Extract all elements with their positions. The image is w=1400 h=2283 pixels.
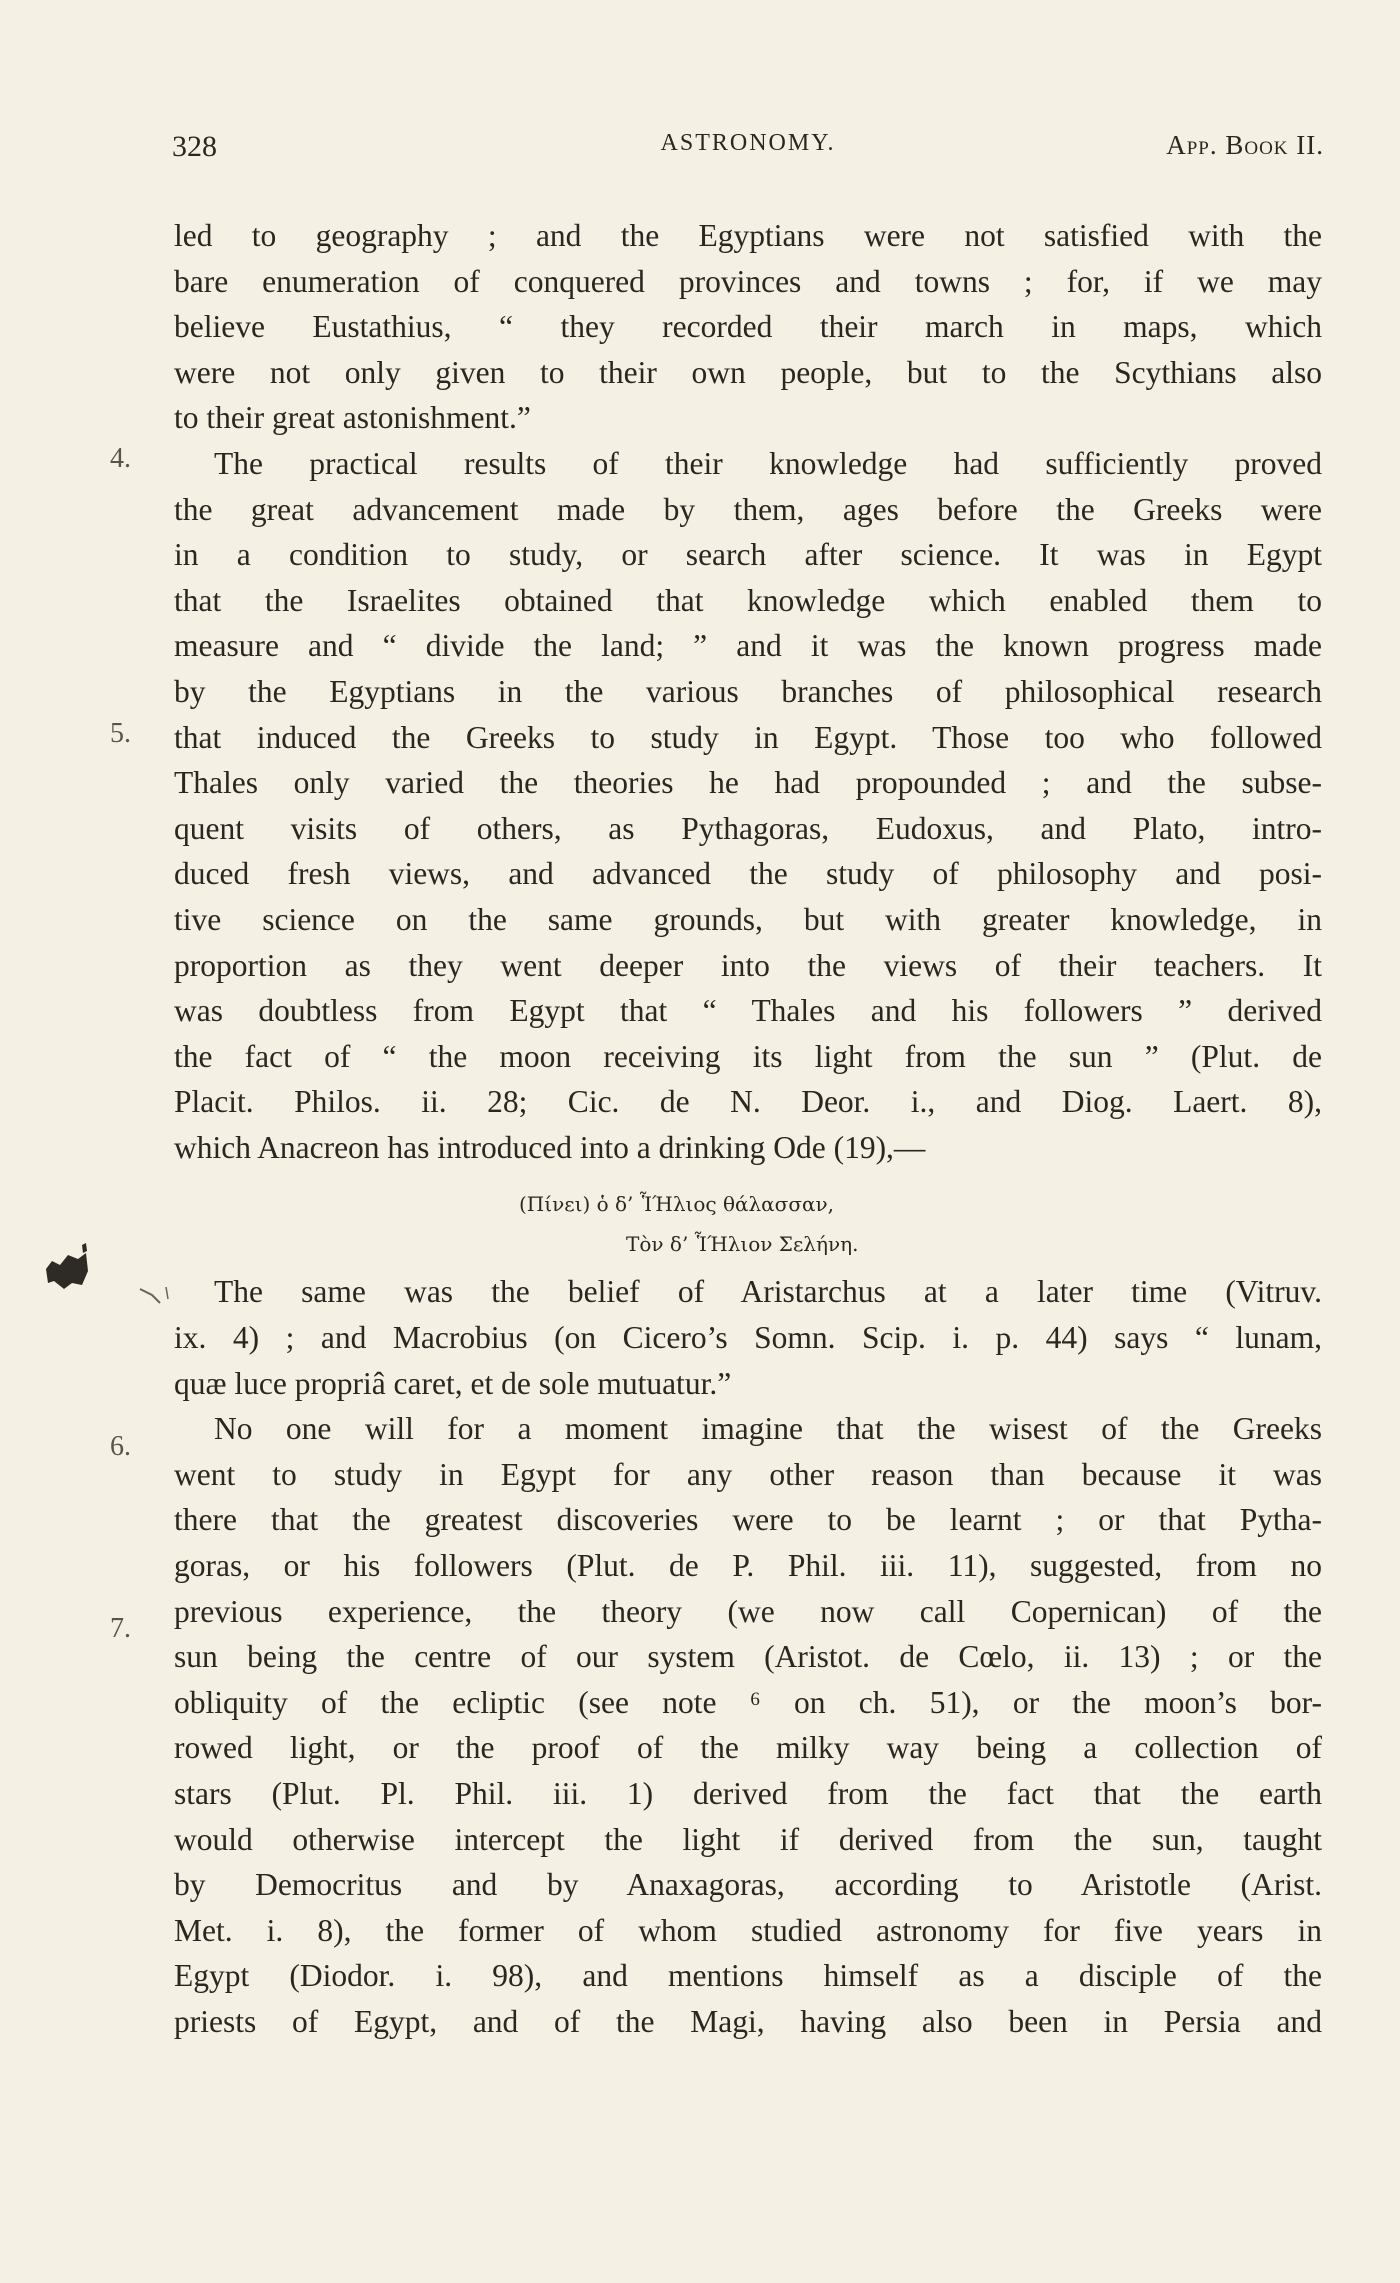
- text-line: Egypt (Diodor. i. 98), and mentions himself as a disciple of the: [174, 1958, 1322, 1994]
- margin-number-6: 6.: [110, 1431, 131, 1462]
- text-line: stars (Plut. Pl. Phil. iii. 1) derived from the fact that the earth: [174, 1776, 1322, 1811]
- main-text: [174, 213, 1322, 2045]
- text-line: believe Eustathius, “ they recorded their march in maps, which: [174, 309, 1322, 345]
- text-line: in a condition to study, or search after science. It was in Egypt: [174, 537, 1322, 573]
- section-label: App. Book II.: [1166, 130, 1324, 160]
- text-line: by Democritus and by Anaxagoras, according to Aristotle (Arist.: [174, 1867, 1322, 1903]
- text-line: Placit. Philos. ii. 28; Cic. de N. Deor. i., and Diog. Laert. 8),: [174, 1084, 1322, 1120]
- text-line: The practical results of their knowledge had sufficiently proved: [214, 445, 1322, 481]
- margin-number-4: 4.: [110, 443, 131, 474]
- margin-number-7: 7.: [110, 1613, 131, 1644]
- verse-line: Τὸν δ’ ἿΉλιον Σελήνη.: [626, 1232, 859, 1257]
- text-line: would otherwise intercept the light if derived from the sun, taught: [174, 1821, 1322, 1857]
- text-line: bare enumeration of conquered provinces and towns ; for, if we may: [174, 263, 1322, 299]
- text-line: rowed light, or the proof of the milky way being a collection of: [174, 1730, 1322, 1766]
- running-header: [172, 130, 1324, 170]
- text-line: went to study in Egypt for any other reason than because it was: [174, 1456, 1322, 1492]
- text-line: duced fresh views, and advanced the study of philosophy and posi-: [174, 856, 1322, 892]
- text-line: proportion as they went deeper into the views of their teachers. It: [174, 947, 1322, 983]
- text-line: sun being the centre of our system (Aristot. de Cœlo, ii. 13) ; or the: [174, 1639, 1322, 1675]
- text-line: previous experience, the theory (we now call Copernican) of the: [174, 1593, 1322, 1629]
- text-line: which Anacreon has introduced into a drinking Ode (19),—: [174, 1129, 926, 1165]
- margin-number-5: 5.: [110, 718, 131, 749]
- text-line: The same was the belief of Aristarchus at a later time (Vitruv.: [214, 1274, 1322, 1310]
- text-line: the fact of “ the moon receiving its light from the sun ” (Plut. de: [174, 1038, 1322, 1074]
- text-line: goras, or his followers (Plut. de P. Phil. iii. 11), suggested, from no: [174, 1548, 1322, 1584]
- text-line: ix. 4) ; and Macrobius (on Cicero’s Somn. Scip. i. p. 44) says “ lunam,: [174, 1320, 1322, 1356]
- text-line: Thales only varied the theories he had propounded ; and the subse-: [174, 765, 1322, 801]
- text-line: quent visits of others, as Pythagoras, Eudoxus, and Plato, intro-: [174, 810, 1322, 846]
- text-line: by the Egyptians in the various branches of philosophical research: [174, 673, 1322, 709]
- ink-blot-mark: [42, 1241, 90, 1291]
- text-line: priests of Egypt, and of the Magi, having also been in Persia and: [174, 2003, 1322, 2039]
- text-line: that the Israelites obtained that knowledge which enabled them to: [174, 582, 1322, 618]
- text-line: measure and “ divide the land; ” and it was the known progress made: [174, 628, 1322, 664]
- text-line: quæ luce propriâ caret, et de sole mutuatur.”: [174, 1365, 732, 1401]
- text-line: No one will for a moment imagine that the wisest of the Greeks: [214, 1411, 1322, 1447]
- text-line: the great advancement made by them, ages before the Greeks were: [174, 491, 1322, 527]
- text-line: were not only given to their own people, but to the Scythians also: [174, 354, 1322, 390]
- page-number: 328: [172, 130, 217, 163]
- running-title: ASTRONOMY.: [660, 130, 836, 156]
- text-line: Met. i. 8), the former of whom studied astronomy for five years in: [174, 1912, 1322, 1948]
- verse-line: (Πίνει) ὁ δ’ ἿΉλιος θάλασσαν,: [519, 1192, 835, 1217]
- text-line: to their great astonishment.”: [174, 400, 531, 436]
- text-line: tive science on the same grounds, but with greater knowledge, in: [174, 901, 1322, 937]
- pencil-mark: [138, 1285, 178, 1309]
- text-line: was doubtless from Egypt that “ Thales and his followers ” derived: [174, 993, 1322, 1029]
- greek-verse: [174, 1170, 1322, 1269]
- text-line: there that the greatest discoveries were to be learnt ; or that Pytha-: [174, 1502, 1322, 1538]
- text-line: obliquity of the ecliptic (see note ⁶ on ch. 51), or the moon’s bor-: [174, 1684, 1322, 1720]
- text-line: that induced the Greeks to study in Egypt. Those too who followed: [174, 719, 1322, 755]
- text-line: led to geography ; and the Egyptians were not satisfied with the: [174, 218, 1322, 253]
